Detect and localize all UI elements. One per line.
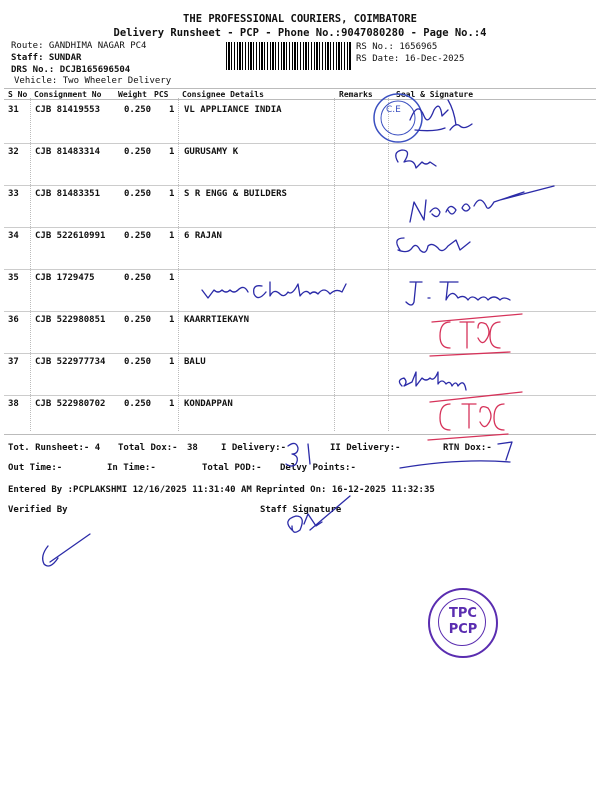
total-pod-label: Total POD:- bbox=[202, 463, 262, 473]
col-sno: S No bbox=[8, 90, 28, 99]
staff-signature-icon bbox=[288, 461, 510, 532]
row-consignment: CJB 81483351 bbox=[35, 189, 101, 199]
row37-signature-icon bbox=[399, 372, 466, 390]
row-consignee: KONDAPPAN bbox=[184, 399, 233, 409]
row34-signature-icon bbox=[397, 238, 470, 252]
row33-signature-icon bbox=[410, 186, 554, 222]
row-consignment: CJB 522977734 bbox=[35, 357, 106, 367]
row35-consignee-handwriting-icon bbox=[202, 282, 346, 298]
row-weight: 0.250 bbox=[124, 105, 152, 115]
route-label: Route: GANDHIMA NAGAR PC4 bbox=[11, 41, 147, 51]
ii-delivery-label: II Delivery:- bbox=[330, 443, 401, 453]
tot-runsheet: Tot. Runsheet:- 4 bbox=[8, 443, 101, 453]
row32-signature-icon bbox=[396, 150, 436, 168]
drs-label: DRS No.: DCJB165696504 bbox=[11, 65, 131, 75]
row-consignment: CJB 522980851 bbox=[35, 315, 106, 325]
row-consignment: CJB 81483314 bbox=[35, 147, 101, 157]
row-pcs: 1 bbox=[169, 189, 175, 199]
row-sno: 32 bbox=[8, 147, 19, 157]
row-weight: 0.250 bbox=[124, 147, 152, 157]
row35-signature-icon bbox=[406, 282, 510, 305]
ctdc-mark-icon bbox=[428, 392, 522, 440]
row-consignee: GURUSAMY K bbox=[184, 147, 239, 157]
row-consignee: KAARRTIEKAYN bbox=[184, 315, 250, 325]
row-weight: 0.250 bbox=[124, 357, 152, 367]
row-consignee: 6 RAJAN bbox=[184, 231, 222, 241]
col-consignment: Consignment No bbox=[34, 90, 102, 99]
company-stamp bbox=[428, 588, 498, 658]
staff-signature-label: Staff Signature bbox=[260, 505, 342, 515]
row-consignee: VL APPLIANCE INDIA bbox=[184, 105, 282, 115]
i-delivery-31-handwriting-icon bbox=[286, 443, 310, 466]
col-consignee: Consignee Details bbox=[182, 90, 264, 99]
row-weight: 0.250 bbox=[124, 399, 152, 409]
row-pcs: 1 bbox=[169, 147, 175, 157]
col-weight: Weight bbox=[118, 90, 147, 99]
row-consignee: S R ENGG & BUILDERS bbox=[184, 189, 287, 199]
row-sno: 36 bbox=[8, 315, 19, 325]
col-seal-signature: Seal & Signature bbox=[396, 90, 474, 99]
row-weight: 0.250 bbox=[124, 231, 152, 241]
row-consignee: BALU bbox=[184, 357, 206, 367]
row-sno: 34 bbox=[8, 231, 19, 241]
col-remarks: Remarks bbox=[339, 90, 373, 99]
row31-signature-icon bbox=[410, 100, 472, 131]
company-title: THE PROFESSIONAL COURIERS, COIMBATORE bbox=[183, 13, 417, 25]
runsheet-subtitle: Delivery Runsheet - PCP - Phone No.:9047080280 - Page No.:4 bbox=[113, 27, 487, 39]
row-sno: 37 bbox=[8, 357, 19, 367]
delvy-points-label: Delvy Points:- bbox=[280, 463, 356, 473]
row-pcs: 1 bbox=[169, 315, 175, 325]
row-sno: 33 bbox=[8, 189, 19, 199]
stamp-line1: TPC bbox=[449, 606, 477, 621]
reprinted-on: Reprinted On: 16-12-2025 11:32:35 bbox=[256, 485, 435, 495]
row-consignment: CJB 522610991 bbox=[35, 231, 106, 241]
vehicle-label: Vehicle: Two Wheeler Delivery bbox=[14, 76, 172, 86]
row-weight: 0.250 bbox=[124, 273, 152, 283]
out-time-label: Out Time:- bbox=[8, 463, 63, 473]
rtn-dox-7-handwriting-icon bbox=[498, 442, 512, 460]
row-consignment: CJB 81419553 bbox=[35, 105, 101, 115]
round-seal-icon bbox=[374, 94, 422, 142]
total-dox-label: Total Dox:- bbox=[118, 443, 178, 453]
row-pcs: 1 bbox=[169, 399, 175, 409]
row-weight: 0.250 bbox=[124, 315, 152, 325]
svg-text:C.E: C.E bbox=[386, 105, 401, 115]
stamp-line2: PCP bbox=[448, 622, 478, 637]
col-pcs: PCS bbox=[154, 90, 169, 99]
row-pcs: 1 bbox=[169, 357, 175, 367]
row-pcs: 1 bbox=[169, 273, 175, 283]
verified-by-mark-icon bbox=[43, 534, 90, 566]
staff-label: Staff: SUNDAR bbox=[11, 53, 82, 63]
entered-by: Entered By :PCPLAKSHMI 12/16/2025 11:31:40 AM bbox=[8, 485, 252, 495]
row-weight: 0.250 bbox=[124, 189, 152, 199]
rs-date: RS Date: 16-Dec-2025 bbox=[356, 54, 465, 64]
row-sno: 38 bbox=[8, 399, 19, 409]
in-time-label: In Time:- bbox=[107, 463, 156, 473]
verified-by-label: Verified By bbox=[8, 505, 68, 515]
rs-number: RS No.: 1656965 bbox=[356, 42, 438, 52]
total-dox-value: 38 bbox=[187, 443, 198, 453]
row-consignment: CJB 522980702 bbox=[35, 399, 106, 409]
row-consignment: CJB 1729475 bbox=[35, 273, 95, 283]
row-pcs: 1 bbox=[169, 231, 175, 241]
ctdc-mark-icon bbox=[430, 314, 522, 356]
row-sno: 35 bbox=[8, 273, 19, 283]
i-delivery-label: I Delivery:- bbox=[221, 443, 287, 453]
rtn-dox-label: RTN Dox:- bbox=[443, 443, 492, 453]
row-pcs: 1 bbox=[169, 105, 175, 115]
row-sno: 31 bbox=[8, 105, 19, 115]
